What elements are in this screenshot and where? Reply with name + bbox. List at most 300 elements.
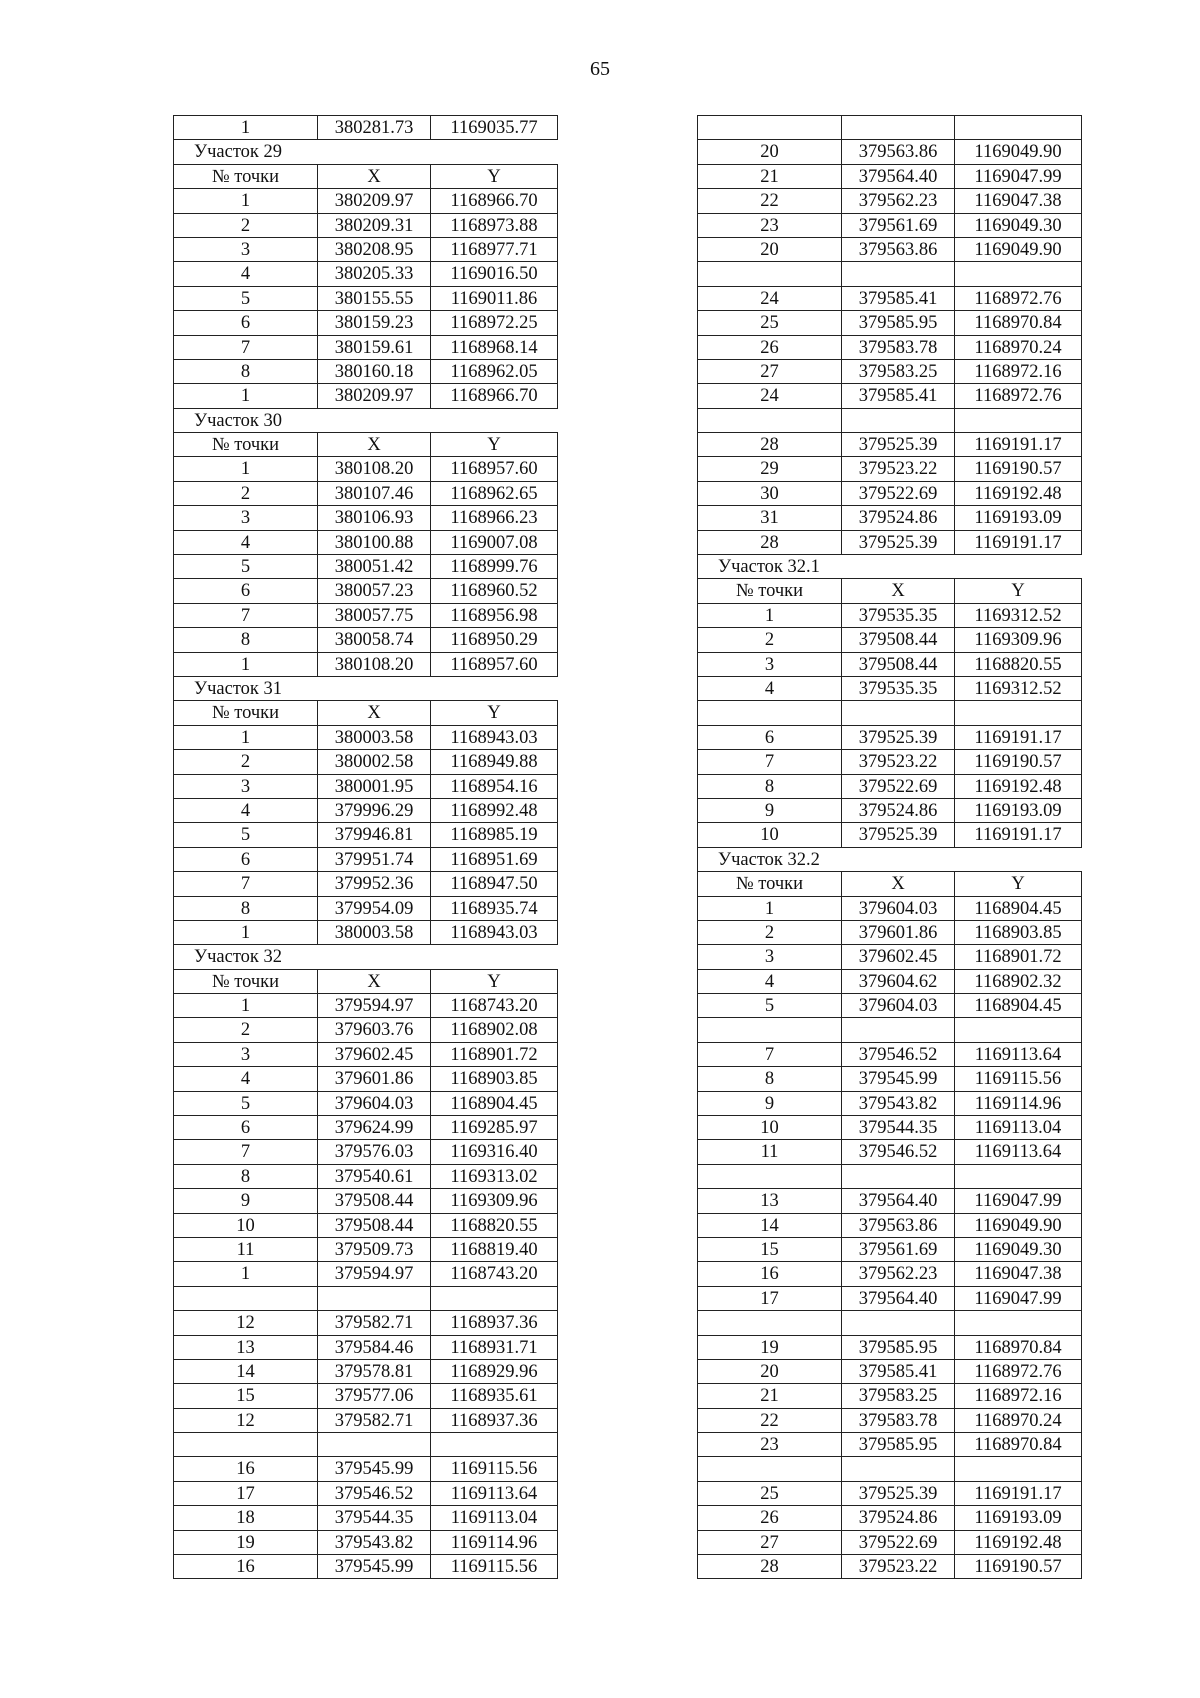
table-row (173, 749, 558, 773)
x-coordinate-cell: 379602.45 (317, 1042, 430, 1066)
x-coordinate-cell: 379546.52 (841, 1042, 954, 1066)
x-coordinate-cell: 379523.22 (841, 456, 954, 480)
x-coordinate-cell: 379544.35 (317, 1505, 430, 1529)
point-number-cell: 9 (697, 1091, 841, 1115)
y-coordinate-cell: 1169115.56 (430, 1456, 558, 1480)
point-number-cell: 17 (697, 1286, 841, 1310)
x-coordinate-cell: 380002.58 (317, 749, 430, 773)
point-number-cell (697, 408, 841, 432)
x-coordinate-cell: 379540.61 (317, 1164, 430, 1188)
y-coordinate-cell: 1169047.99 (954, 1188, 1082, 1212)
y-coordinate-cell: 1169191.17 (954, 530, 1082, 554)
table-row (173, 456, 558, 480)
x-coordinate-cell: 379544.35 (841, 1115, 954, 1139)
y-coordinate-cell: 1168977.71 (430, 237, 558, 261)
y-coordinate-cell: 1168960.52 (430, 578, 558, 602)
y-coordinate-cell: 1168937.36 (430, 1310, 558, 1334)
section-title: Участок 32.2 (697, 847, 1082, 871)
x-coordinate-cell: 379604.62 (841, 969, 954, 993)
point-number-cell: 8 (697, 774, 841, 798)
y-coordinate-cell: 1168743.20 (430, 993, 558, 1017)
table-row (173, 286, 558, 310)
point-number-cell: 4 (697, 676, 841, 700)
x-coordinate-cell: 379535.35 (841, 676, 954, 700)
table-row (173, 1066, 558, 1090)
column-header: № точки (697, 578, 841, 602)
point-number-cell: 25 (697, 310, 841, 334)
x-coordinate-cell: 379545.99 (841, 1066, 954, 1090)
x-coordinate-cell: 379535.35 (841, 603, 954, 627)
x-coordinate-cell: 380209.97 (317, 188, 430, 212)
table-row (697, 1456, 1082, 1480)
y-coordinate-cell: 1169285.97 (430, 1115, 558, 1139)
section-title-row (173, 944, 558, 968)
table-bottom-border (697, 1578, 1082, 1579)
point-number-cell: 13 (697, 1188, 841, 1212)
y-coordinate-cell: 1168992.48 (430, 798, 558, 822)
point-number-cell: 23 (697, 213, 841, 237)
y-coordinate-cell: 1168985.19 (430, 822, 558, 846)
y-coordinate-cell: 1168935.61 (430, 1383, 558, 1407)
y-coordinate-cell: 1169190.57 (954, 456, 1082, 480)
x-coordinate-cell: 379543.82 (841, 1091, 954, 1115)
column-header: Y (430, 700, 558, 724)
x-coordinate-cell: 379594.97 (317, 993, 430, 1017)
x-coordinate-cell: 379577.06 (317, 1383, 430, 1407)
point-number-cell (173, 1286, 317, 1310)
table-row (173, 481, 558, 505)
table-row (697, 652, 1082, 676)
x-coordinate-cell: 380209.97 (317, 383, 430, 407)
point-number-cell: 1 (173, 1261, 317, 1285)
table-row (697, 1335, 1082, 1359)
table-row (173, 383, 558, 407)
y-coordinate-cell: 1169016.50 (430, 261, 558, 285)
x-coordinate-cell: 379601.86 (317, 1066, 430, 1090)
y-coordinate-cell: 1169192.48 (954, 774, 1082, 798)
point-number-cell: 1 (697, 896, 841, 920)
table-row (697, 774, 1082, 798)
column-header: X (841, 871, 954, 895)
x-coordinate-cell: 379954.09 (317, 896, 430, 920)
table-row (173, 1432, 558, 1456)
y-coordinate-cell: 1168970.24 (954, 335, 1082, 359)
x-coordinate-cell: 379508.44 (317, 1213, 430, 1237)
y-coordinate-cell: 1168970.84 (954, 310, 1082, 334)
x-coordinate-cell: 379561.69 (841, 1237, 954, 1261)
table-row (697, 1017, 1082, 1041)
x-coordinate-cell: 380209.31 (317, 213, 430, 237)
table-row (697, 920, 1082, 944)
x-coordinate-cell: 379546.52 (841, 1139, 954, 1163)
point-number-cell: 1 (173, 993, 317, 1017)
column-header: № точки (173, 164, 317, 188)
point-number-cell: 1 (173, 456, 317, 480)
x-coordinate-cell: 379604.03 (841, 993, 954, 1017)
y-coordinate-cell: 1168743.20 (430, 1261, 558, 1285)
table-row (173, 1456, 558, 1480)
x-coordinate-cell: 379524.86 (841, 1505, 954, 1529)
y-coordinate-cell: 1169309.96 (954, 627, 1082, 651)
x-coordinate-cell: 380159.61 (317, 335, 430, 359)
point-number-cell: 5 (173, 286, 317, 310)
table-row (697, 1286, 1082, 1310)
x-coordinate-cell: 379563.86 (841, 139, 954, 163)
y-coordinate-cell: 1169114.96 (954, 1091, 1082, 1115)
point-number-cell: 8 (697, 1066, 841, 1090)
point-number-cell: 19 (697, 1335, 841, 1359)
y-coordinate-cell: 1168972.16 (954, 1383, 1082, 1407)
y-coordinate-cell: 1169113.64 (954, 1139, 1082, 1163)
y-coordinate-cell: 1168819.40 (430, 1237, 558, 1261)
column-header: Y (430, 432, 558, 456)
y-coordinate-cell: 1168929.96 (430, 1359, 558, 1383)
table-row (697, 1530, 1082, 1554)
point-number-cell: 4 (173, 530, 317, 554)
column-header: № точки (173, 969, 317, 993)
point-number-cell: 2 (173, 1017, 317, 1041)
table-row (697, 1188, 1082, 1212)
table-row (173, 1383, 558, 1407)
x-coordinate-cell: 379601.86 (841, 920, 954, 944)
table-row (697, 481, 1082, 505)
point-number-cell: 2 (173, 213, 317, 237)
y-coordinate-cell: 1169192.48 (954, 1530, 1082, 1554)
table-row (697, 676, 1082, 700)
x-coordinate-cell (317, 1286, 430, 1310)
table-header-row (173, 432, 558, 456)
table-row (697, 530, 1082, 554)
point-number-cell: 6 (173, 1115, 317, 1139)
table-row (697, 603, 1082, 627)
point-number-cell: 4 (173, 798, 317, 822)
x-coordinate-cell (841, 700, 954, 724)
coordinates-table-right (697, 115, 1082, 1579)
y-coordinate-cell: 1168957.60 (430, 652, 558, 676)
y-coordinate-cell: 1169191.17 (954, 822, 1082, 846)
x-coordinate-cell: 379583.78 (841, 335, 954, 359)
y-coordinate-cell: 1168901.72 (430, 1042, 558, 1066)
y-coordinate-cell (430, 1432, 558, 1456)
point-number-cell: 20 (697, 237, 841, 261)
x-coordinate-cell: 379525.39 (841, 725, 954, 749)
point-number-cell: 4 (697, 969, 841, 993)
x-coordinate-cell: 380208.95 (317, 237, 430, 261)
table-row (697, 237, 1082, 261)
y-coordinate-cell: 1168943.03 (430, 725, 558, 749)
x-coordinate-cell: 379562.23 (841, 1261, 954, 1285)
table-row (697, 213, 1082, 237)
y-coordinate-cell: 1168968.14 (430, 335, 558, 359)
x-coordinate-cell: 379562.23 (841, 188, 954, 212)
point-number-cell: 7 (697, 1042, 841, 1066)
column-header: X (317, 164, 430, 188)
y-coordinate-cell: 1168903.85 (430, 1066, 558, 1090)
table-row (697, 1042, 1082, 1066)
y-coordinate-cell: 1168947.50 (430, 871, 558, 895)
table-header-row (173, 164, 558, 188)
point-number-cell (697, 261, 841, 285)
point-number-cell: 24 (697, 286, 841, 310)
point-number-cell: 15 (173, 1383, 317, 1407)
x-coordinate-cell: 379524.86 (841, 505, 954, 529)
table-row (173, 1335, 558, 1359)
point-number-cell (697, 700, 841, 724)
x-coordinate-cell: 379604.03 (317, 1091, 430, 1115)
y-coordinate-cell: 1168970.84 (954, 1432, 1082, 1456)
y-coordinate-cell: 1168950.29 (430, 627, 558, 651)
y-coordinate-cell: 1169113.04 (954, 1115, 1082, 1139)
x-coordinate-cell (841, 1456, 954, 1480)
x-coordinate-cell: 379952.36 (317, 871, 430, 895)
table-row (697, 286, 1082, 310)
x-coordinate-cell: 379585.41 (841, 383, 954, 407)
y-coordinate-cell: 1168966.70 (430, 383, 558, 407)
y-coordinate-cell: 1168904.45 (954, 993, 1082, 1017)
table-row (697, 1432, 1082, 1456)
table-row (697, 1505, 1082, 1529)
y-coordinate-cell (430, 1286, 558, 1310)
section-title: Участок 32.1 (697, 554, 1082, 578)
table-row (173, 1213, 558, 1237)
table-row (173, 603, 558, 627)
y-coordinate-cell: 1168972.16 (954, 359, 1082, 383)
column-header: № точки (697, 871, 841, 895)
table-row (697, 798, 1082, 822)
table-row (697, 383, 1082, 407)
y-coordinate-cell: 1169113.64 (954, 1042, 1082, 1066)
y-coordinate-cell: 1169047.38 (954, 1261, 1082, 1285)
y-coordinate-cell: 1169312.52 (954, 603, 1082, 627)
table-row (697, 1164, 1082, 1188)
x-coordinate-cell: 379583.78 (841, 1408, 954, 1432)
column-header: Y (430, 969, 558, 993)
y-coordinate-cell: 1169313.02 (430, 1164, 558, 1188)
table-row (697, 1408, 1082, 1432)
x-coordinate-cell: 379624.99 (317, 1115, 430, 1139)
section-title: Участок 30 (173, 408, 558, 432)
table-row (697, 408, 1082, 432)
x-coordinate-cell (841, 1017, 954, 1041)
x-coordinate-cell: 380160.18 (317, 359, 430, 383)
x-coordinate-cell: 379564.40 (841, 164, 954, 188)
section-title: Участок 32 (173, 944, 558, 968)
table-row (173, 1139, 558, 1163)
point-number-cell: 5 (173, 822, 317, 846)
table-row (173, 896, 558, 920)
y-coordinate-cell: 1169190.57 (954, 749, 1082, 773)
table-header-row (173, 969, 558, 993)
table-row (173, 1042, 558, 1066)
y-coordinate-cell (954, 1456, 1082, 1480)
table-row (697, 1139, 1082, 1163)
point-number-cell: 15 (697, 1237, 841, 1261)
point-number-cell: 1 (173, 725, 317, 749)
table-row (173, 871, 558, 895)
y-coordinate-cell: 1168962.65 (430, 481, 558, 505)
y-coordinate-cell: 1169191.17 (954, 432, 1082, 456)
x-coordinate-cell: 379561.69 (841, 213, 954, 237)
table-row (173, 1237, 558, 1261)
y-coordinate-cell: 1168903.85 (954, 920, 1082, 944)
y-coordinate-cell (954, 1017, 1082, 1041)
x-coordinate-cell: 379604.03 (841, 896, 954, 920)
table-row (697, 505, 1082, 529)
x-coordinate-cell: 379564.40 (841, 1286, 954, 1310)
table-row (173, 1481, 558, 1505)
x-coordinate-cell: 379525.39 (841, 432, 954, 456)
y-coordinate-cell: 1169114.96 (430, 1530, 558, 1554)
point-number-cell: 21 (697, 1383, 841, 1407)
x-coordinate-cell: 380100.88 (317, 530, 430, 554)
point-number-cell: 3 (697, 944, 841, 968)
x-coordinate-cell: 379522.69 (841, 774, 954, 798)
table-row (697, 432, 1082, 456)
point-number-cell: 22 (697, 188, 841, 212)
point-number-cell: 16 (697, 1261, 841, 1285)
x-coordinate-cell: 379509.73 (317, 1237, 430, 1261)
y-coordinate-cell: 1169113.04 (430, 1505, 558, 1529)
point-number-cell: 8 (173, 896, 317, 920)
section-title-row (173, 676, 558, 700)
table-row (697, 944, 1082, 968)
x-coordinate-cell: 379602.45 (841, 944, 954, 968)
point-number-cell: 18 (173, 1505, 317, 1529)
y-coordinate-cell: 1169193.09 (954, 1505, 1082, 1529)
table-row (173, 1530, 558, 1554)
point-number-cell: 11 (173, 1237, 317, 1261)
y-coordinate-cell: 1169190.57 (954, 1554, 1082, 1578)
x-coordinate-cell: 380205.33 (317, 261, 430, 285)
point-number-cell: 9 (173, 1188, 317, 1212)
y-coordinate-cell: 1168972.76 (954, 1359, 1082, 1383)
y-coordinate-cell: 1169115.56 (430, 1554, 558, 1578)
table-row (697, 1213, 1082, 1237)
x-coordinate-cell: 380003.58 (317, 725, 430, 749)
x-coordinate-cell: 379576.03 (317, 1139, 430, 1163)
y-coordinate-cell: 1169113.64 (430, 1481, 558, 1505)
column-header: Y (954, 578, 1082, 602)
point-number-cell: 7 (173, 335, 317, 359)
column-header: Y (954, 871, 1082, 895)
x-coordinate-cell: 379543.82 (317, 1530, 430, 1554)
x-coordinate-cell: 379603.76 (317, 1017, 430, 1041)
y-coordinate-cell: 1169049.90 (954, 237, 1082, 261)
table-row (697, 749, 1082, 773)
point-number-cell: 27 (697, 1530, 841, 1554)
table-row (697, 700, 1082, 724)
table-row (697, 1115, 1082, 1139)
table-row (173, 627, 558, 651)
table-row (173, 1286, 558, 1310)
point-number-cell: 1 (173, 115, 317, 139)
y-coordinate-cell: 1169007.08 (430, 530, 558, 554)
y-coordinate-cell: 1169047.99 (954, 164, 1082, 188)
y-coordinate-cell: 1169191.17 (954, 1481, 1082, 1505)
point-number-cell: 6 (173, 847, 317, 871)
x-coordinate-cell: 380057.75 (317, 603, 430, 627)
y-coordinate-cell (954, 1310, 1082, 1334)
point-number-cell: 2 (173, 749, 317, 773)
table-row (173, 310, 558, 334)
point-number-cell (697, 1017, 841, 1041)
table-row (173, 1261, 558, 1285)
table-row (173, 1115, 558, 1139)
point-number-cell: 3 (173, 1042, 317, 1066)
point-number-cell: 8 (173, 627, 317, 651)
y-coordinate-cell: 1168972.76 (954, 383, 1082, 407)
table-row (697, 1066, 1082, 1090)
point-number-cell: 28 (697, 432, 841, 456)
y-coordinate-cell: 1169312.52 (954, 676, 1082, 700)
y-coordinate-cell: 1169035.77 (430, 115, 558, 139)
point-number-cell: 10 (697, 1115, 841, 1139)
x-coordinate-cell: 379585.95 (841, 1335, 954, 1359)
point-number-cell: 4 (173, 261, 317, 285)
table-row (173, 774, 558, 798)
table-row (173, 188, 558, 212)
point-number-cell: 6 (173, 578, 317, 602)
table-row (173, 1359, 558, 1383)
point-number-cell: 1 (173, 383, 317, 407)
x-coordinate-cell: 379585.95 (841, 310, 954, 334)
point-number-cell: 13 (173, 1335, 317, 1359)
point-number-cell: 3 (697, 652, 841, 676)
x-coordinate-cell: 380003.58 (317, 920, 430, 944)
table-row (173, 261, 558, 285)
y-coordinate-cell: 1168966.23 (430, 505, 558, 529)
y-coordinate-cell: 1168970.24 (954, 1408, 1082, 1432)
table-row (173, 237, 558, 261)
point-number-cell: 28 (697, 1554, 841, 1578)
y-coordinate-cell: 1168966.70 (430, 188, 558, 212)
x-coordinate-cell: 380108.20 (317, 456, 430, 480)
table-row (697, 1554, 1082, 1578)
point-number-cell: 27 (697, 359, 841, 383)
x-coordinate-cell: 379594.97 (317, 1261, 430, 1285)
table-row (697, 139, 1082, 163)
table-row (173, 725, 558, 749)
section-title: Участок 31 (173, 676, 558, 700)
y-coordinate-cell: 1168999.76 (430, 554, 558, 578)
x-coordinate-cell: 379585.95 (841, 1432, 954, 1456)
point-number-cell: 8 (173, 359, 317, 383)
x-coordinate-cell: 379523.22 (841, 749, 954, 773)
point-number-cell: 29 (697, 456, 841, 480)
x-coordinate-cell: 379582.71 (317, 1310, 430, 1334)
column-header: № точки (173, 432, 317, 456)
y-coordinate-cell: 1169193.09 (954, 505, 1082, 529)
table-row (173, 359, 558, 383)
table-row (697, 1310, 1082, 1334)
y-coordinate-cell: 1168904.45 (954, 896, 1082, 920)
point-number-cell: 7 (697, 749, 841, 773)
y-coordinate-cell: 1168972.25 (430, 310, 558, 334)
x-coordinate-cell: 380058.74 (317, 627, 430, 651)
table-row (173, 1188, 558, 1212)
table-row (173, 1310, 558, 1334)
x-coordinate-cell: 379546.52 (317, 1481, 430, 1505)
y-coordinate-cell (954, 1164, 1082, 1188)
point-number-cell: 1 (173, 188, 317, 212)
x-coordinate-cell (841, 408, 954, 432)
point-number-cell: 2 (697, 627, 841, 651)
x-coordinate-cell: 379564.40 (841, 1188, 954, 1212)
table-row (697, 896, 1082, 920)
x-coordinate-cell: 379563.86 (841, 1213, 954, 1237)
x-coordinate-cell: 379951.74 (317, 847, 430, 871)
table-row (173, 822, 558, 846)
